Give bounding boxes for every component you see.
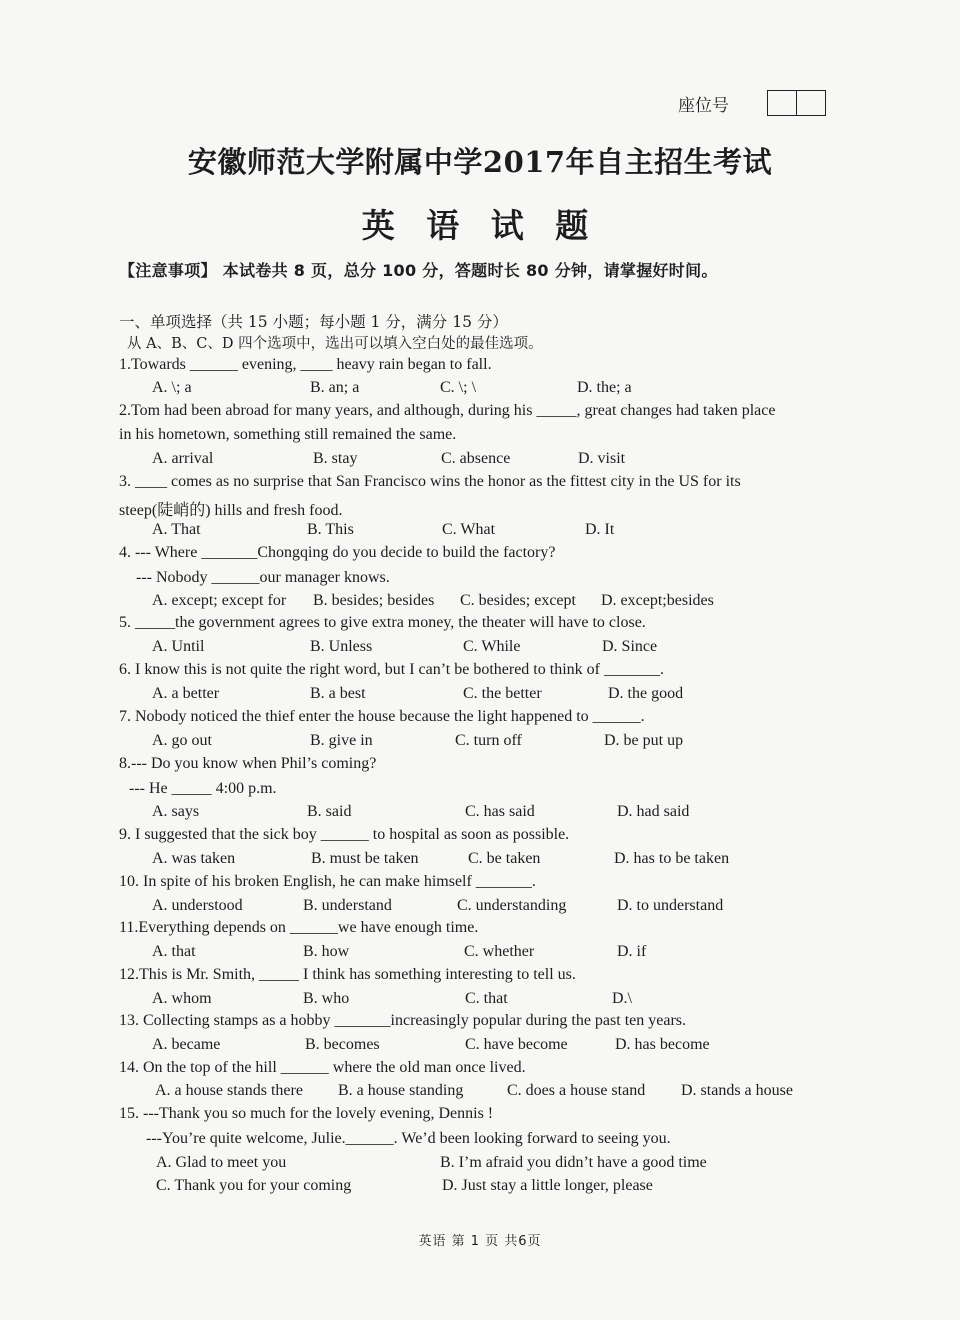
seat-label: 座位号 <box>678 95 729 116</box>
question-6-option-a: A. a better <box>152 685 220 702</box>
question-5-option-d: D. Since <box>602 638 658 655</box>
subject-title: 英 语 试 题 <box>361 206 599 245</box>
question-7-option-b: B. give in <box>310 732 373 749</box>
notice: 【注意事项】 本试卷共 8 页，总分 100 分，答题时长 80 分钟，请掌握好时间。 <box>119 261 718 280</box>
question-14-option-c: C. does a house stand <box>507 1082 646 1099</box>
page-footer: 英语 第 1 页 共6页 <box>418 1234 542 1249</box>
question-15-option-c: C. Thank you for your coming <box>156 1177 352 1194</box>
question-5-stem: 5. _____the government agrees to give extra money, the theater will have to close. <box>119 614 646 631</box>
question-2-option-c: C. absence <box>441 450 511 467</box>
question-11-option-b: B. how <box>303 943 350 960</box>
seat-number <box>678 90 826 116</box>
question-9-stem: 9. I suggested that the sick boy ______ to hospital as soon as possible. <box>119 826 570 843</box>
question-9-option-d: D. has to be taken <box>614 850 730 867</box>
question-15-stem: 15. ---Thank you so much for the lovely evening, Dennis ! <box>119 1105 494 1122</box>
question-2-option-a: A. arrival <box>152 450 214 467</box>
question-10-option-b: B. understand <box>303 897 392 914</box>
question-3-option-a: A. That <box>152 521 201 538</box>
question-4-stem-cont: --- Nobody ______our manager knows. <box>136 569 390 586</box>
question-11-option-d: D. if <box>617 943 647 960</box>
question-8-option-a: A. says <box>152 803 200 820</box>
question-6-stem: 6. I know this is not quite the right word, but I can’t be bothered to think of _______. <box>119 661 664 678</box>
exam-title: 安徽师范大学附属中学2017年自主招生考试 <box>187 145 773 179</box>
question-7-option-c: C. turn off <box>455 732 522 749</box>
question-2-option-b: B. stay <box>313 450 358 467</box>
question-8-option-b: B. said <box>307 803 352 820</box>
question-3-option-d: D. It <box>585 521 615 538</box>
question-11-stem: 11.Everything depends on ______we have enough time. <box>119 919 479 936</box>
question-2-stem-cont: in his hometown, something still remained the same. <box>119 426 457 443</box>
question-15-option-b: B. I’m afraid you didn’t have a good time <box>440 1154 707 1171</box>
question-3-stem-cont: steep(陡峭的) hills and fresh food. <box>119 502 343 519</box>
question-2-option-d: D. visit <box>578 450 626 467</box>
question-1-option-a: A. \; a <box>152 379 192 396</box>
question-1-option-d: D. the; a <box>577 379 632 396</box>
question-12-option-c: C. that <box>465 990 508 1007</box>
question-1-option-b: B. an; a <box>310 379 360 396</box>
question-11-option-c: C. whether <box>464 943 535 960</box>
question-5-option-c: C. While <box>463 638 521 655</box>
question-5-option-a: A. Until <box>152 638 205 655</box>
question-12-option-b: B. who <box>303 990 350 1007</box>
question-8-stem: 8.--- Do you know when Phil’s coming? <box>119 755 377 772</box>
question-6-option-c: C. the better <box>463 685 542 702</box>
seat-box <box>797 90 826 116</box>
question-8-option-c: C. has said <box>465 803 535 820</box>
question-7-option-a: A. go out <box>152 732 212 749</box>
question-10-stem: 10. In spite of his broken English, he can make himself _______. <box>119 873 536 890</box>
section-instruction: 从 A、B、C、D 四个选项中，选出可以填入空白处的最佳选项。 <box>127 336 543 352</box>
question-12-stem: 12.This is Mr. Smith, _____ I think has something interesting to tell us. <box>119 966 576 983</box>
question-13-option-c: C. have become <box>465 1036 568 1053</box>
question-4-option-d: D. except;besides <box>601 592 714 609</box>
question-10-option-c: C. understanding <box>457 897 567 914</box>
question-13-stem: 13. Collecting stamps as a hobby _______increasingly popular during the past ten years. <box>119 1012 686 1029</box>
question-12-option-d: D.\ <box>612 990 632 1007</box>
question-10-option-a: A. understood <box>152 897 243 914</box>
question-14-option-a: A. a house stands there <box>155 1082 303 1099</box>
question-4-stem: 4. --- Where _______Chongqing do you decide to build the factory? <box>119 544 556 561</box>
section-heading: 一、单项选择（共 15 小题；每小题 1 分，满分 15 分） <box>119 313 508 331</box>
question-9-option-b: B. must be taken <box>311 850 419 867</box>
question-6-option-b: B. a best <box>310 685 366 702</box>
question-3-stem: 3. ____ comes as no surprise that San Francisco wins the honor as the fittest city in the US for its <box>119 473 741 490</box>
question-13-option-a: A. became <box>152 1036 221 1053</box>
question-4-option-c: C. besides; except <box>460 592 576 609</box>
question-4-option-a: A. except; except for <box>152 592 287 609</box>
question-1-stem: 1.Towards ______ evening, ____ heavy rain began to fall. <box>119 356 492 373</box>
question-7-stem: 7. Nobody noticed the thief enter the house because the light happened to ______. <box>119 708 645 725</box>
question-10-option-d: D. to understand <box>617 897 724 914</box>
seat-boxes <box>767 90 826 116</box>
question-13-option-d: D. has become <box>615 1036 710 1053</box>
question-3-option-c: C. What <box>442 521 496 538</box>
question-6-option-d: D. the good <box>608 685 684 702</box>
question-12-option-a: A. whom <box>152 990 212 1007</box>
question-7-option-d: D. be put up <box>604 732 684 749</box>
question-1-option-c: C. \; \ <box>440 379 477 396</box>
question-15-option-d: D. Just stay a little longer, please <box>442 1177 653 1194</box>
question-11-option-a: A. that <box>152 943 196 960</box>
question-8-stem-cont: --- He _____ 4:00 p.m. <box>129 780 277 797</box>
question-3-option-b: B. This <box>307 521 354 538</box>
seat-box <box>767 90 797 116</box>
question-9-option-a: A. was taken <box>152 850 236 867</box>
question-15-option-a: A. Glad to meet you <box>156 1154 287 1171</box>
question-2-stem: 2.Tom had been abroad for many years, and although, during his _____, great changes had taken place <box>119 402 776 419</box>
question-5-option-b: B. Unless <box>310 638 373 655</box>
question-8-option-d: D. had said <box>617 803 690 820</box>
question-14-option-b: B. a house standing <box>338 1082 464 1099</box>
question-14-option-d: D. stands a house <box>681 1082 793 1099</box>
question-13-option-b: B. becomes <box>305 1036 380 1053</box>
question-4-option-b: B. besides; besides <box>313 592 435 609</box>
question-15-stem-cont: ---You’re quite welcome, Julie.______. We’d been looking forward to seeing you. <box>146 1130 671 1147</box>
question-14-stem: 14. On the top of the hill ______ where the old man once lived. <box>119 1059 526 1076</box>
question-9-option-c: C. be taken <box>468 850 541 867</box>
